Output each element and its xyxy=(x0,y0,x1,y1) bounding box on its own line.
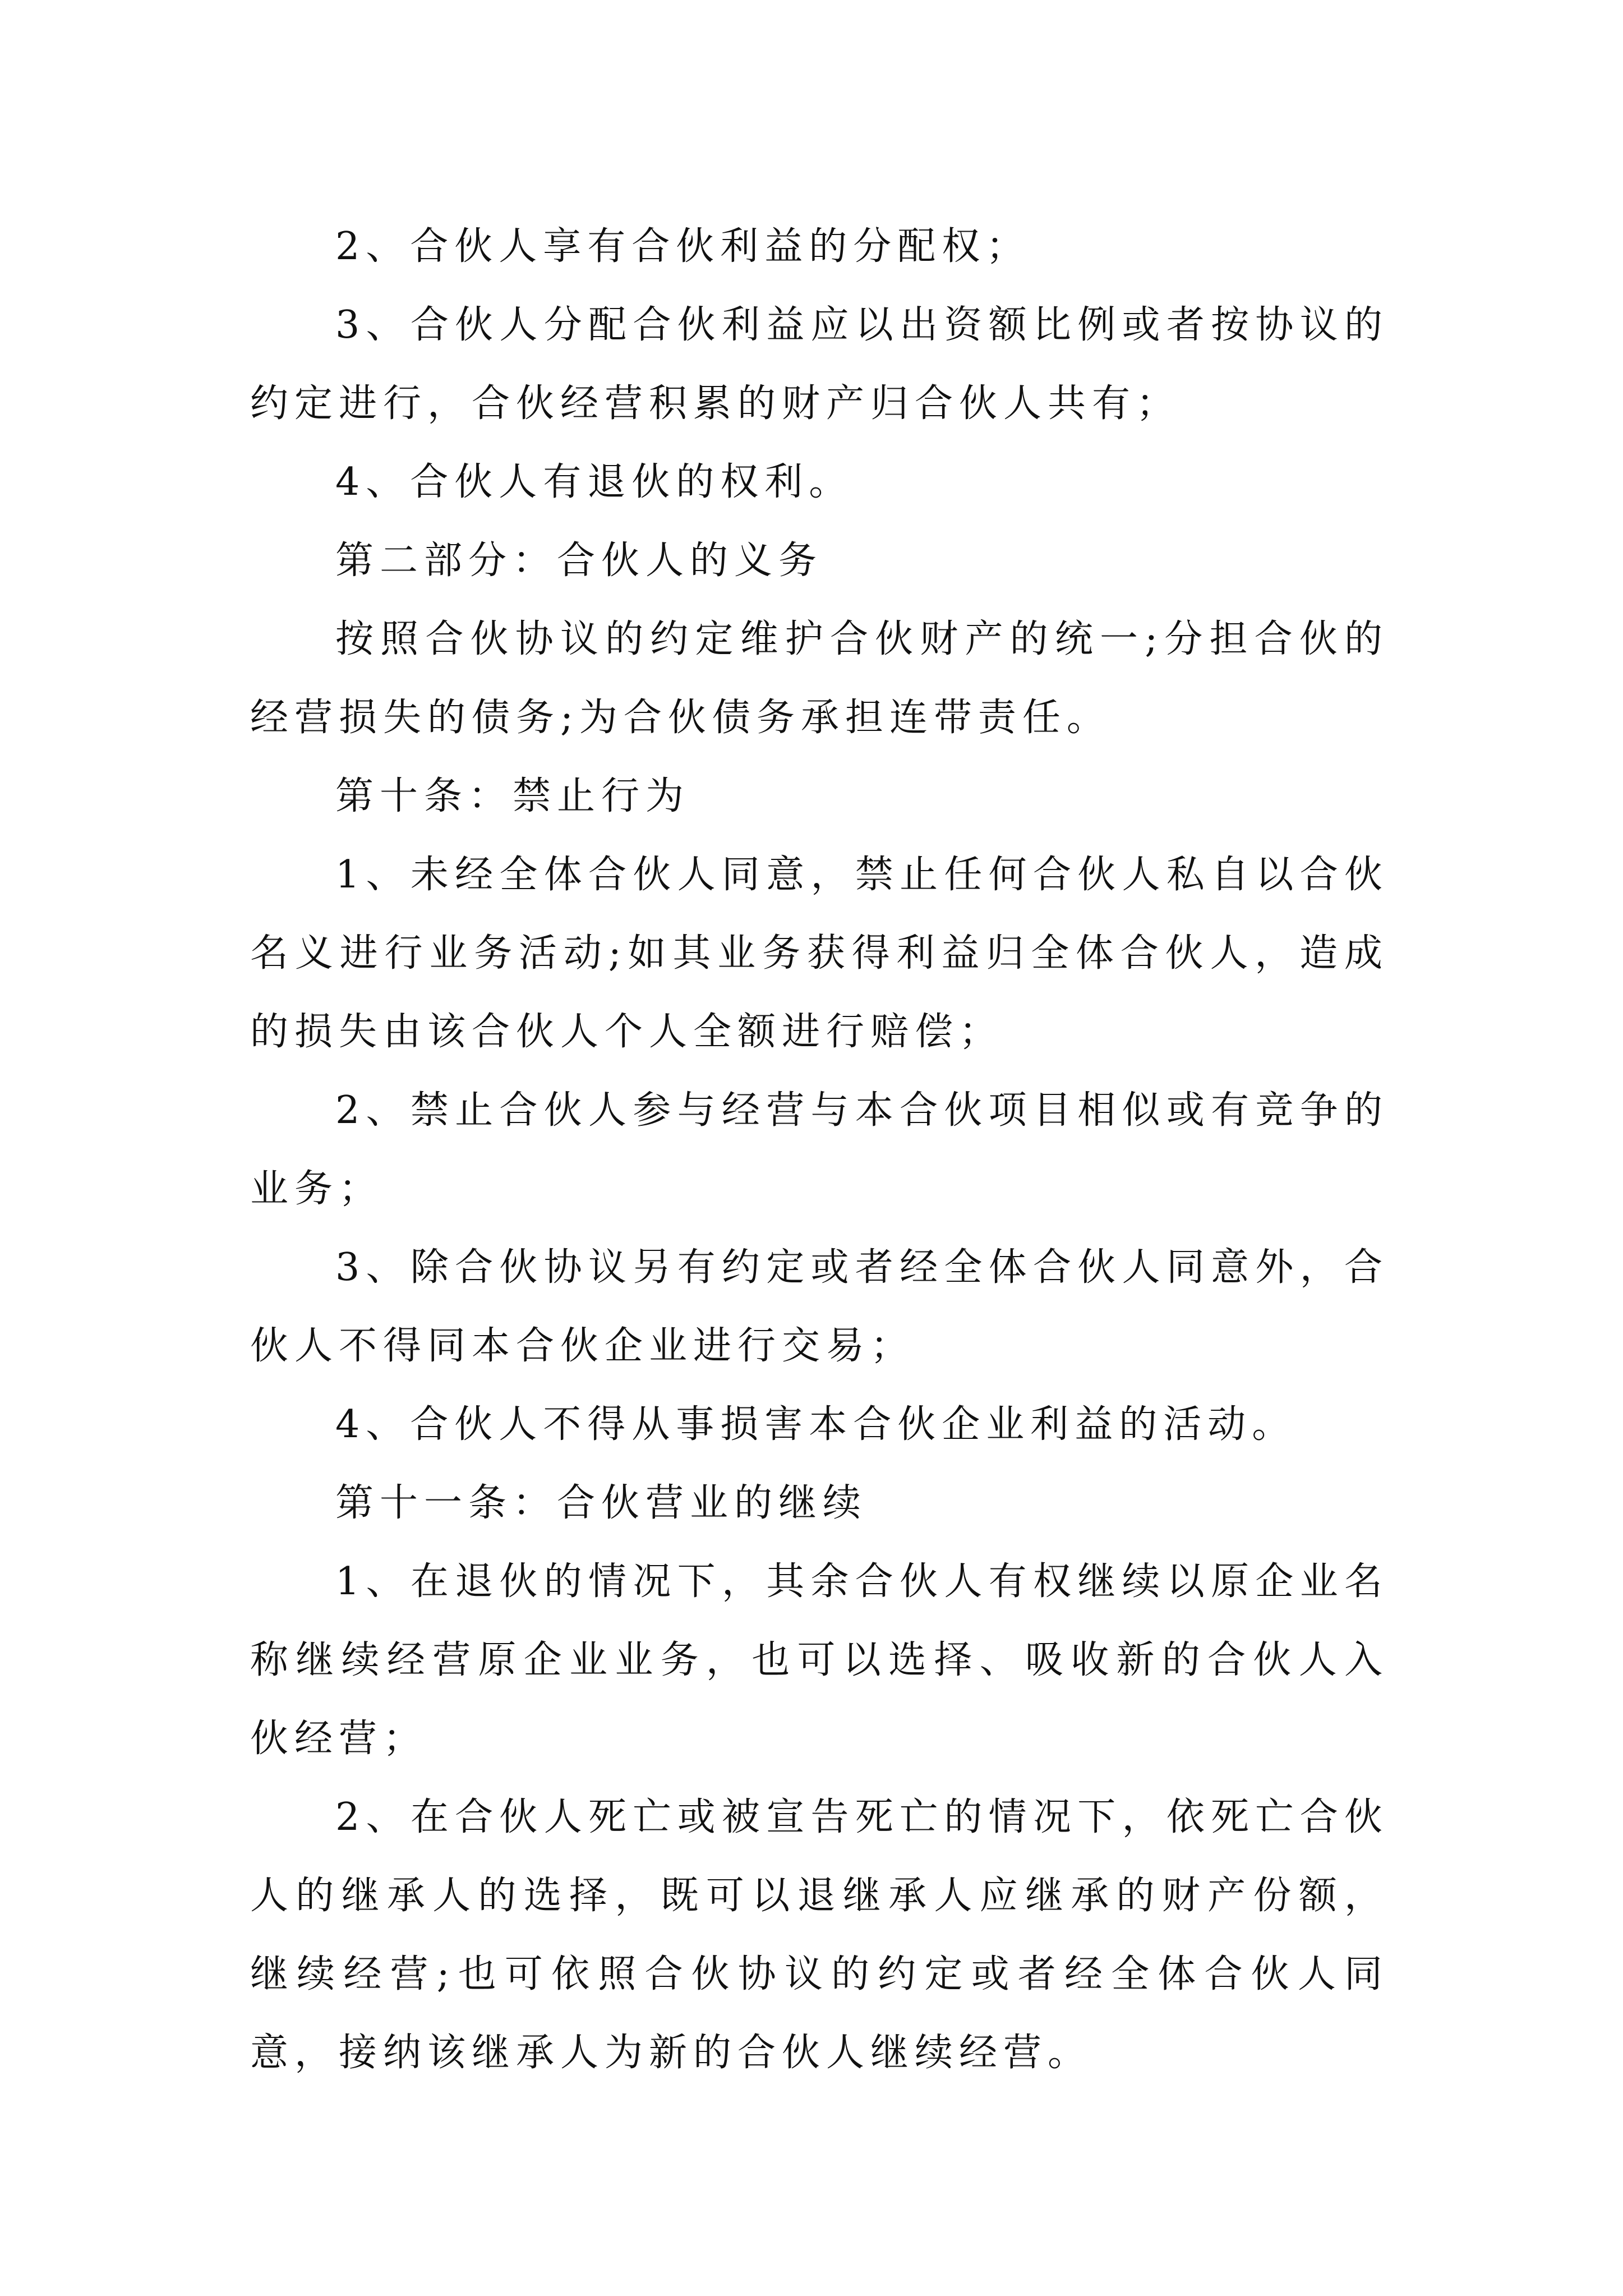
paragraph-prohibition-4: 4、合伙人不得从事损害本合伙企业利益的活动。 xyxy=(335,1402,1297,1447)
paragraph-right-3: 3、合伙人分配合伙利益应以出资额比例或者按协议的约定进行，合伙经营积累的财产归合伙人共有； xyxy=(250,303,1389,426)
paragraph-continuation-2: 2、在合伙人死亡或被宣告死亡的情况下，依死亡合伙人的继承人的选择，既可以退继承人应继承的财产份额，继续经营;也可依照合伙协议的约定或者经全体合伙人同意，接纳该继承人为新的合伙人继续经营。 xyxy=(250,1795,1389,2075)
document-body xyxy=(250,208,1389,2092)
section-heading-obligations: 第二部分：合伙人的义务 xyxy=(335,539,823,583)
article-heading-10: 第十条：禁止行为 xyxy=(335,774,690,818)
paragraph-right-4: 4、合伙人有退伙的权利。 xyxy=(335,460,854,504)
article-heading-11: 第十一条：合伙营业的继续 xyxy=(335,1481,868,1525)
paragraph-right-2: 2、合伙人享有合伙利益的分配权； xyxy=(335,224,1031,269)
paragraph-prohibition-3: 3、除合伙协议另有约定或者经全体合伙人同意外，合伙人不得同本合伙企业进行交易； xyxy=(250,1245,1389,1368)
paragraph-continuation-1: 1、在退伙的情况下，其余合伙人有权继续以原企业名称继续经营原企业业务，也可以选择、吸收新的合伙人入伙经营； xyxy=(250,1559,1389,1761)
paragraph-prohibition-2: 2、禁止合伙人参与经营与本合伙项目相似或有竞争的业务； xyxy=(250,1088,1389,1211)
paragraph-prohibition-1: 1、未经全体合伙人同意，禁止任何合伙人私自以合伙名义进行业务活动;如其业务获得利益归全体合伙人，造成的损失由该合伙人个人全额进行赔偿； xyxy=(250,853,1389,1054)
paragraph-obligations: 按照合伙协议的约定维护合伙财产的统一;分担合伙的经营损失的债务;为合伙债务承担连带责任。 xyxy=(250,617,1389,740)
